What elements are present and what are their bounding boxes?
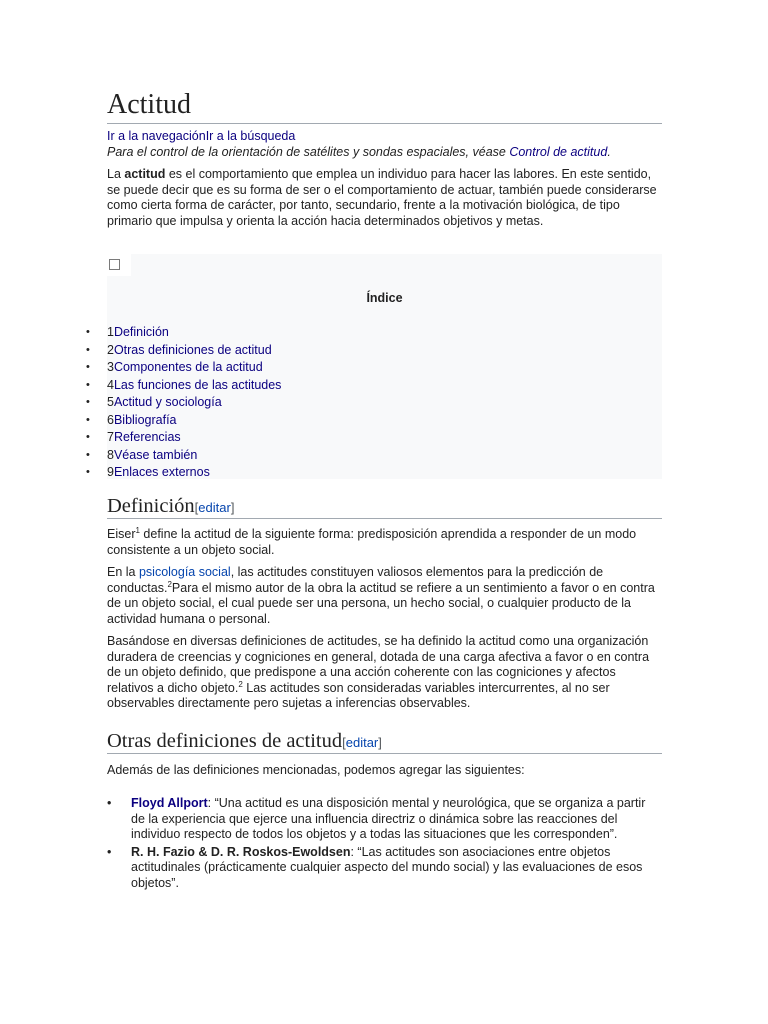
reference-marker[interactable]: 2 [238, 679, 243, 689]
list-item [107, 796, 662, 843]
toc-list [86, 324, 282, 482]
toc-item-link[interactable]: Enlaces externos [113, 465, 210, 479]
definitions-list-wrap [107, 796, 662, 893]
edit-link[interactable]: editar [345, 735, 379, 750]
edit-bracket-open: [ [194, 500, 199, 515]
section-title: Definición [107, 495, 195, 517]
edit-bracket-close: ] [378, 735, 382, 750]
toc-item-link[interactable]: Definición [113, 325, 169, 339]
bullet-icon: • [86, 396, 90, 408]
bullet-icon: • [86, 378, 90, 391]
section-heading-otras-definiciones [107, 729, 662, 754]
toc-item-link[interactable]: Actitud y sociología [113, 395, 222, 409]
bullet-icon: • [86, 466, 90, 478]
toc-item-link[interactable]: Las funciones de las actitudes [113, 377, 282, 392]
toc-item[interactable] [86, 324, 281, 342]
bullet-icon: • [86, 361, 90, 373]
bullet-icon: • [86, 413, 90, 426]
toc-toggle[interactable] [107, 254, 131, 276]
toc-item[interactable] [86, 377, 282, 395]
edit-bracket-open: [ [342, 735, 346, 750]
toc-item[interactable] [86, 342, 281, 360]
toc-item-number: 9 [107, 465, 114, 479]
paragraph [107, 565, 662, 627]
paragraph [107, 634, 662, 712]
toc-item-number: 6 [107, 412, 114, 427]
table-of-contents [86, 254, 662, 479]
toc-item-link[interactable]: Referencias [113, 430, 181, 444]
reference-marker[interactable]: 1 [135, 525, 140, 535]
edit-bracket-close: ] [230, 500, 235, 515]
paragraph-text: Las actitudes son consideradas variables intercurrentes, al no ser observables directamente pero sujetas a inferencias observables. [107, 680, 610, 710]
jump-links [107, 128, 662, 144]
toc-item[interactable] [86, 412, 281, 430]
edit-link[interactable]: editar [198, 500, 231, 515]
toc-item-number: 5 [107, 395, 114, 409]
intro-paragraph [107, 167, 662, 229]
hatnote-link[interactable]: Control de actitud [509, 145, 608, 159]
checkbox-icon[interactable] [109, 259, 120, 270]
toc-item-link[interactable]: Otras definiciones de actitud [113, 342, 272, 357]
toc-item-number: 2 [107, 342, 114, 357]
toc-item[interactable] [86, 394, 281, 412]
bullet-icon: • [86, 343, 90, 356]
bullet-icon: • [86, 431, 90, 443]
jump-to-search-link[interactable]: Ir a la búsqueda [205, 129, 296, 143]
bullet-icon: • [86, 448, 90, 461]
toc-item-number: 1 [107, 325, 114, 339]
section-body-otras-definiciones [107, 763, 662, 779]
toc-item-link[interactable]: Bibliografía [113, 412, 177, 427]
toc-item-number: 8 [107, 447, 114, 462]
section-heading-definicion [107, 494, 662, 519]
toc-item[interactable] [86, 359, 281, 377]
list-item [107, 845, 662, 892]
edit-section [195, 500, 235, 515]
bullet-icon: • [86, 326, 90, 338]
paragraph-text: define la actitud de la siguiente forma: predisposición aprendida a responder de un modo consistente a un objeto social. [107, 527, 637, 557]
psicologia-social-link[interactable]: psicología social [138, 565, 231, 579]
definition-text: : “Una actitud es una disposición mental y neurológica, que se organiza a partir de la experiencia que ejerce una influencia directriz o dinámica sobre las reacciones del individuo respecto de todos los objetos y a todas las situaciones que les corresponden”. [131, 796, 646, 841]
paragraph-text: Para el mismo autor de la obra la actitud se refiere a un sentimiento a favor o en contra de un objeto social, el cual puede ser una persona, un hecho social, o cualquier producto de la actividad humana o personal. [107, 580, 655, 626]
toc-item-number: 7 [107, 430, 114, 444]
section-body-definicion [107, 527, 662, 712]
toc-item-number: 3 [107, 360, 114, 374]
toc-item[interactable] [86, 429, 281, 447]
hatnote-text: Para el control de la orientación de satélites y sondas espaciales, véase [107, 145, 510, 159]
article-header [107, 88, 662, 229]
paragraph-text: Basándose en diversas definiciones de actitudes, se ha definido la actitud como una organización duradera de creencias y cogniciones en general, dotada de una carga afectiva a favor o en contra de un objeto definido, que predispone a una acción coherente con las cogniciones y afectos relativos a dicho objeto. [107, 634, 650, 695]
reference-marker[interactable]: 2 [167, 579, 172, 589]
paragraph [107, 527, 662, 558]
author-link[interactable]: Floyd Allport [131, 796, 208, 810]
paragraph-text: En la [107, 565, 139, 579]
jump-to-navigation-link[interactable]: Ir a la navegación [107, 129, 206, 143]
author-name: R. H. Fazio & D. R. Roskos-Ewoldsen [131, 844, 351, 859]
section-intro: Además de las definiciones mencionadas, podemos agregar las siguientes: [107, 763, 525, 777]
paragraph-text: , las actitudes constituyen valiosos elementos para la predicción de conductas. [107, 565, 604, 595]
toc-item-number: 4 [107, 377, 114, 392]
edit-section [342, 735, 382, 750]
paragraph-text: Eiser [107, 527, 136, 541]
intro-pre: La [107, 167, 125, 181]
bullet-icon: • [107, 796, 112, 810]
toc-item-link[interactable]: Componentes de la actitud [113, 360, 263, 374]
toc-item[interactable] [86, 447, 281, 465]
toc-title: Índice [366, 291, 403, 305]
intro-bold: actitud [124, 167, 166, 181]
bullet-icon: • [107, 844, 112, 859]
toc-item-link[interactable]: Véase también [113, 447, 198, 462]
page-title: Actitud [107, 88, 662, 124]
hatnote-suffix: . [607, 145, 611, 159]
definition-text: : “Las actitudes son asociaciones entre objetos actitudinales (prácticamente cualquier aspecto del mundo social) y las evaluaciones de esos objetos”. [131, 844, 643, 890]
intro-rest: es el comportamiento que emplea un individuo para hacer las labores. En este sentido, se puede decir que es su forma de ser o el comportamiento de actuar, también puede considerarse como cierta forma de carácter, por tanto, secundario, frente a la motivación biológica, de tipo primario que impulsa y orienta la acción hacia determinados objetivos y metas. [107, 167, 657, 228]
section-title: Otras definiciones de actitud [107, 730, 343, 752]
definitions-list [107, 796, 662, 891]
toc-item[interactable] [86, 464, 281, 482]
hatnote [107, 144, 662, 160]
